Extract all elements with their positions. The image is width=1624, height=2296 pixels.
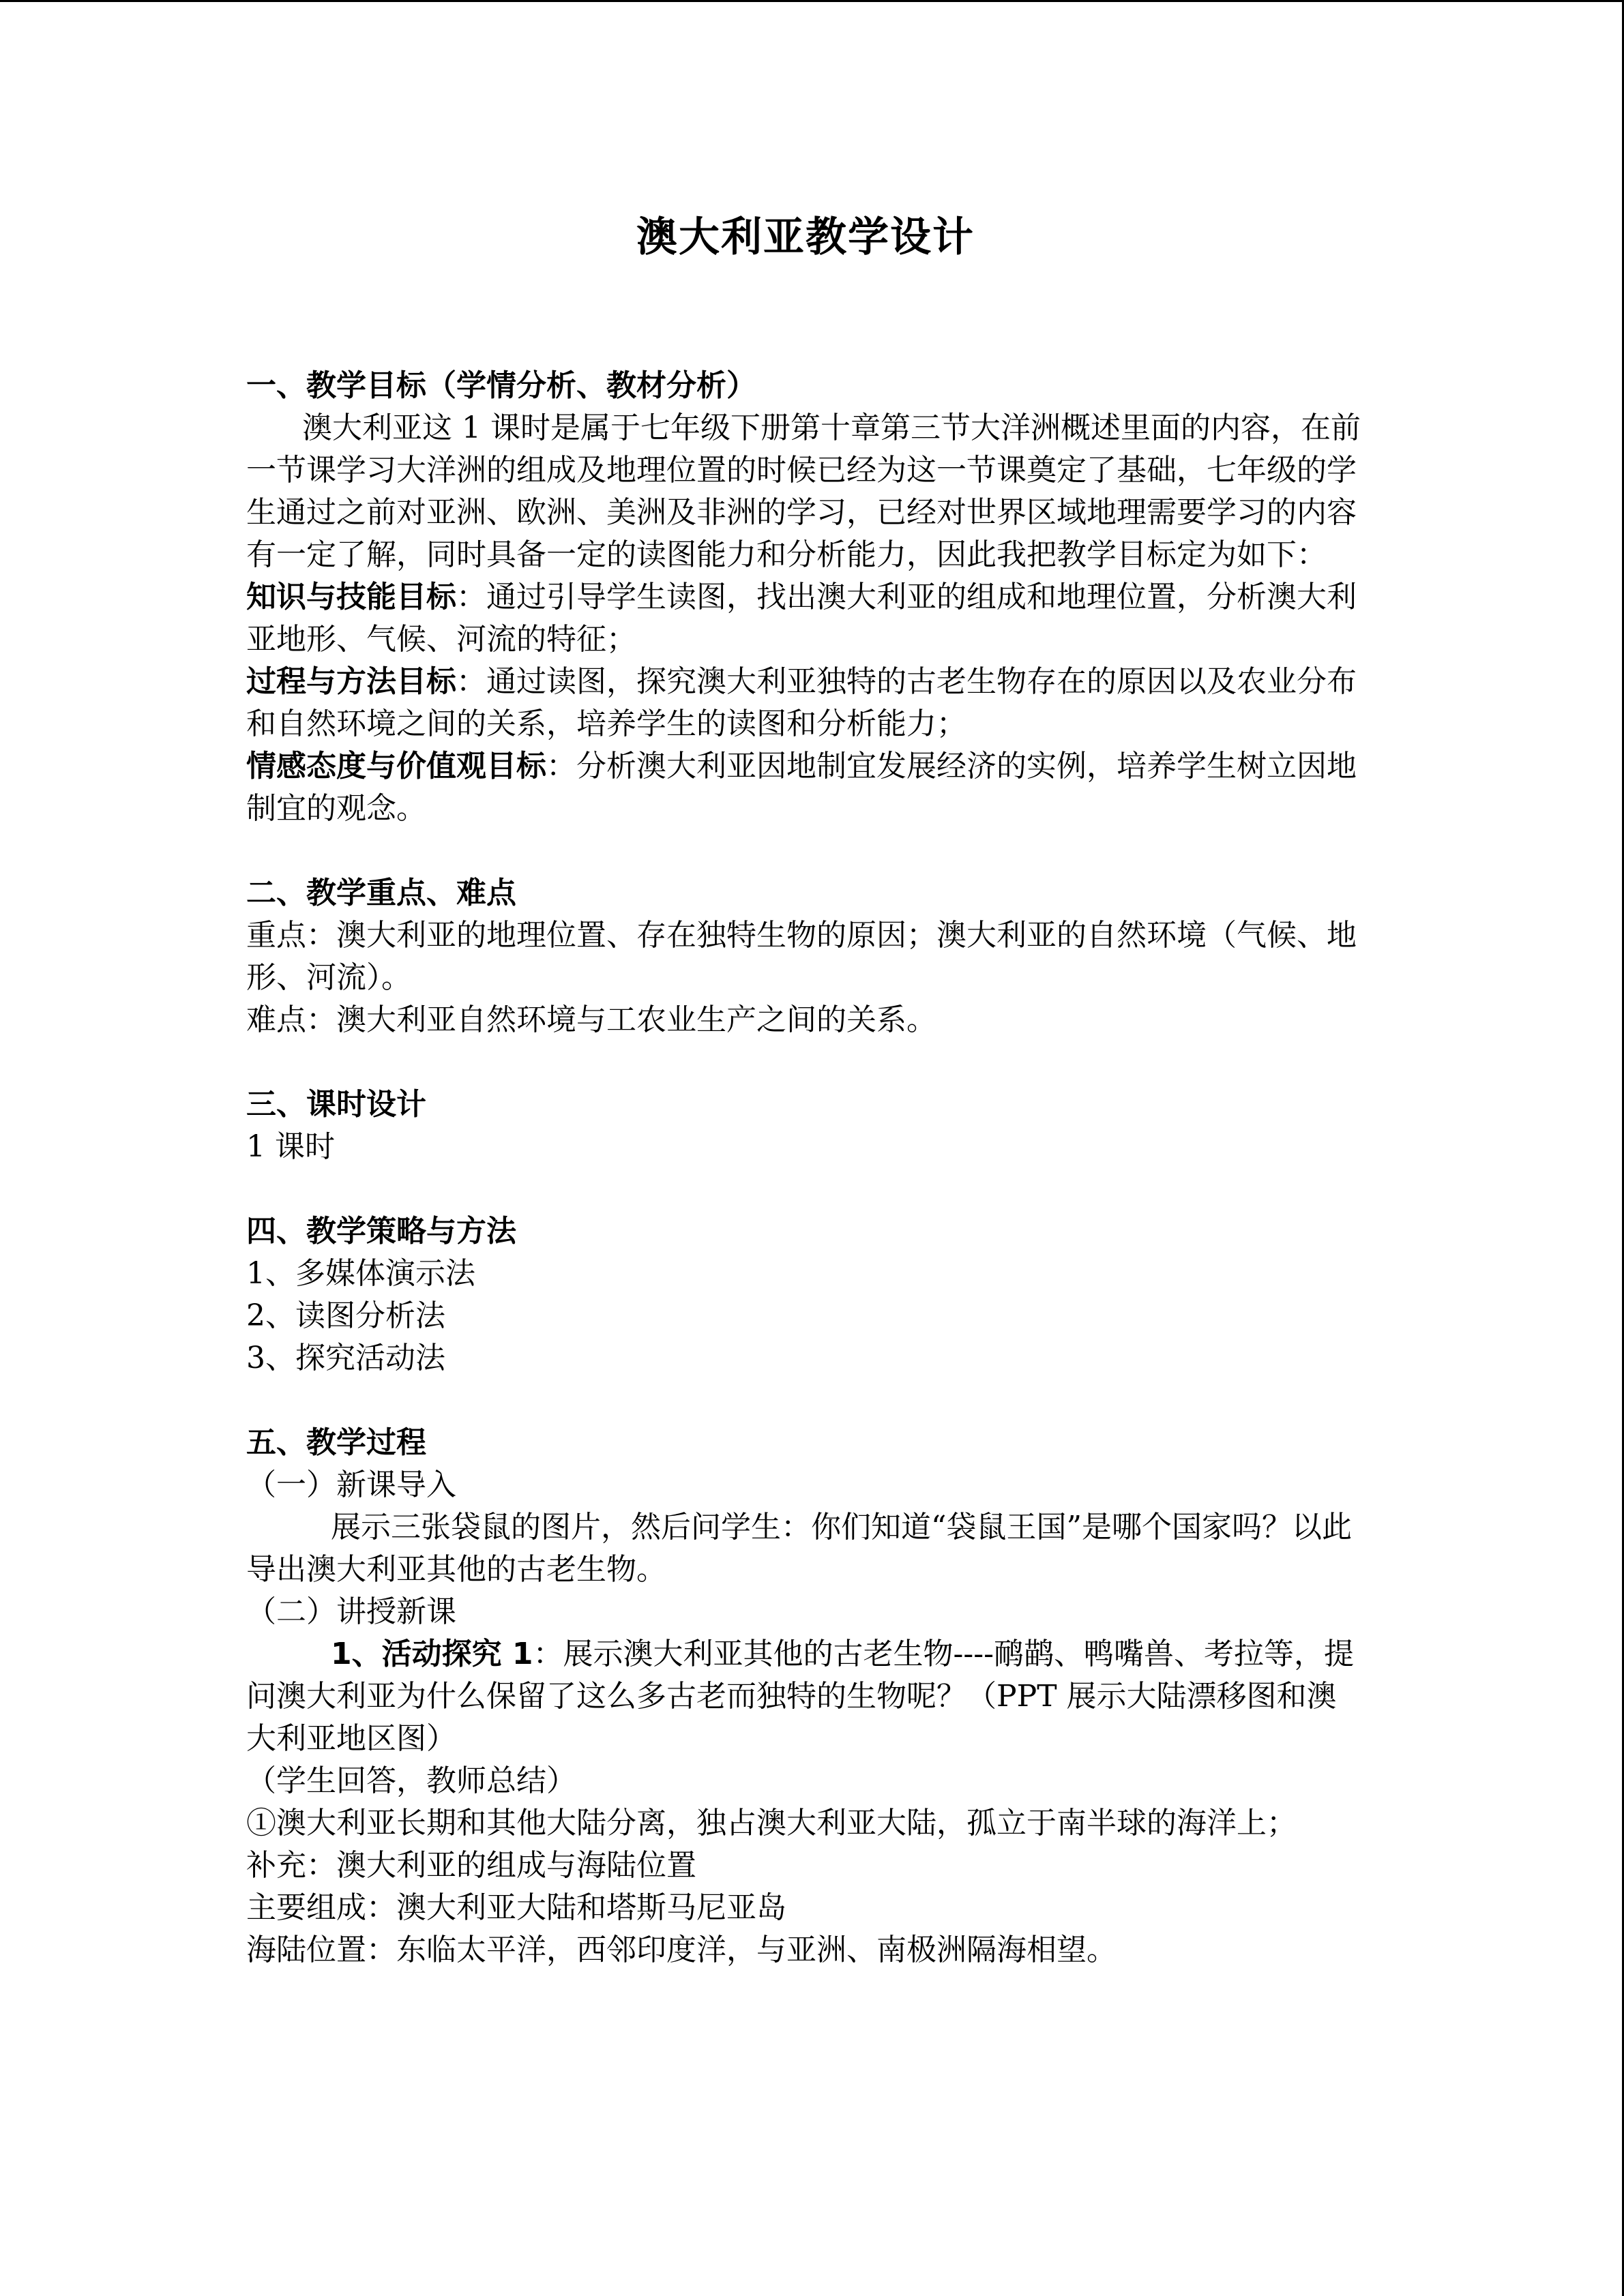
goal-knowledge: [246, 576, 1365, 661]
goal-process-text: ：通过读图，探究澳大利亚独特的古老生物存在的原因以及农业分布和自然环境之间的关系，培养学生的读图和分析能力；: [246, 664, 1357, 741]
goal-attitude-text: ：分析澳大利亚因地制宜发展经济的实例，培养学生树立因地制宜的观念。: [246, 749, 1357, 826]
section-1-heading: 一、教学目标（学情分析、教材分析）: [246, 368, 756, 403]
goal-process-label: 过程与方法目标: [246, 664, 456, 699]
sea-land-position: 海陆位置：东临太平洋，西邻印度洋，与亚洲、南极洲隔海相望。: [246, 1933, 1117, 1967]
document-body: [246, 207, 1365, 1971]
key-point: 重点：澳大利亚的地理位置、存在独特生物的原因；澳大利亚的自然环境（气候、地形、河流）。: [246, 918, 1357, 995]
goal-knowledge-text: ：通过引导学生读图，找出澳大利亚的组成和地理位置，分析澳大利亚地形、气候、河流的特征；: [246, 580, 1357, 657]
point-1: ①澳大利亚长期和其他大陆分离，独占澳大利亚大陆，孤立于南半球的海洋上；: [246, 1806, 1297, 1840]
method-item: 1、多媒体演示法: [246, 1256, 475, 1291]
activity-1-label: 1、活动探究 1: [331, 1637, 533, 1671]
goal-process: [246, 661, 1365, 745]
goal-attitude: [246, 745, 1365, 830]
class-hours: 1 课时: [246, 1129, 335, 1164]
activity-1: [246, 1633, 1365, 1760]
section-1-intro: 澳大利亚这 1 课时是属于七年级下册第十章第三节大洋洲概述里面的内容，在前一节课学习大洋洲的组成及地理位置的时候已经为这一节课奠定了基础，七年级的学生通过之前对亚洲、欧洲、美洲及非洲的学习，已经对世界区域地理需要学习的内容有一定了解，同时具备一定的读图能力和分析能力，因此我把教学目标定为如下：: [246, 411, 1361, 572]
section-5-heading: 五、教学过程: [246, 1425, 426, 1460]
difficulty-point: 难点：澳大利亚自然环境与工农业生产之间的关系。: [246, 1002, 936, 1037]
section-3-heading: 三、课时设计: [246, 1087, 426, 1122]
method-item: 2、读图分析法: [246, 1298, 445, 1333]
section-4-heading: 四、教学策略与方法: [246, 1214, 516, 1249]
method-item: 3、探究活动法: [246, 1341, 445, 1375]
activity-1-text: ：展示澳大利亚其他的古老生物----鸸鹋、鸭嘴兽、考拉等，提问澳大利亚为什么保留了这么多古老而独特的生物呢？（PPT 展示大陆漂移图和澳大利亚地区图）: [246, 1637, 1355, 1756]
part-1-title: （一）新课导入: [246, 1467, 456, 1502]
answer-note: （学生回答，教师总结）: [246, 1763, 576, 1798]
part-2-title: （二）讲授新课: [246, 1594, 456, 1629]
composition: 主要组成：澳大利亚大陆和塔斯马尼亚岛: [246, 1890, 786, 1925]
section-2-heading: 二、教学重点、难点: [246, 876, 516, 910]
part-1-text: 展示三张袋鼠的图片，然后问学生：你们知道“袋鼠王国”是哪个国家吗？以此导出澳大利亚其他的古老生物。: [246, 1510, 1352, 1587]
goal-attitude-label: 情感态度与价值观目标: [246, 749, 546, 784]
goal-knowledge-label: 知识与技能目标: [246, 580, 456, 614]
document-title: 澳大利亚教学设计: [636, 213, 975, 261]
supplement: 补充：澳大利亚的组成与海陆位置: [246, 1848, 696, 1883]
